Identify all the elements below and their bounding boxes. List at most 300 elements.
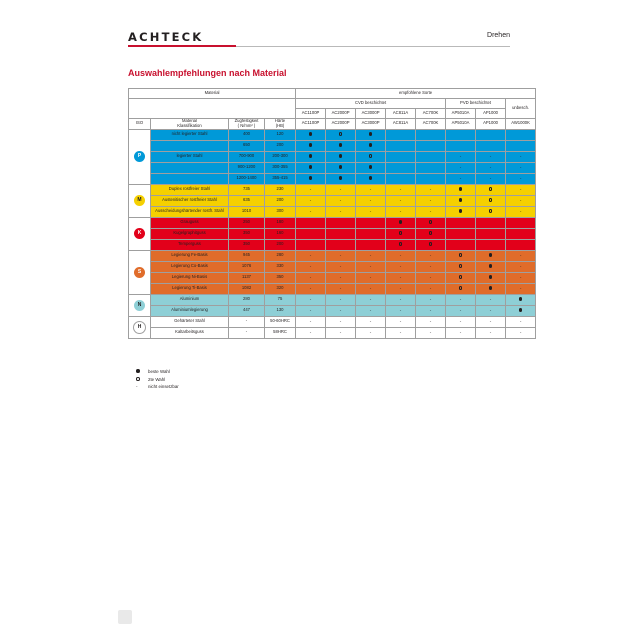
- grade-cell: [476, 272, 506, 283]
- grade-cell: [356, 140, 386, 151]
- grade-cell: [476, 294, 506, 305]
- hardness-value: 200-300: [265, 151, 296, 162]
- tensile-value: 1076: [229, 261, 265, 272]
- mark-none: -: [519, 274, 522, 280]
- grade-cell: [476, 195, 506, 206]
- grade-cell: [386, 305, 416, 316]
- grade-cell: [356, 316, 386, 327]
- mark-none: -: [369, 274, 372, 280]
- mark-none: -: [309, 329, 312, 335]
- tensile-value: 250: [229, 217, 265, 228]
- mark-second: [339, 132, 343, 136]
- grade-cell: [476, 228, 506, 239]
- grade-cell: [416, 173, 446, 184]
- header-grade-6: AP1000: [476, 109, 506, 119]
- header-grade-5: AP5010A: [446, 109, 476, 119]
- mark-none: -: [429, 263, 432, 269]
- mark-best: [309, 165, 313, 169]
- grade-cell: [506, 206, 536, 217]
- grade-cell: [326, 283, 356, 294]
- mark-none: -: [489, 307, 492, 313]
- grade-cell: [476, 206, 506, 217]
- tensile-value: 1200-1400: [229, 173, 265, 184]
- grade-cell: [296, 239, 326, 250]
- mark-none: -: [429, 285, 432, 291]
- grade-cell: [446, 195, 476, 206]
- grade-cell: [356, 151, 386, 162]
- grade-cell: [356, 173, 386, 184]
- grade-cell: [386, 206, 416, 217]
- grade-cell: [416, 228, 446, 239]
- mark-best: [339, 143, 343, 147]
- legend: [136, 368, 179, 391]
- tensile-value: 945: [229, 250, 265, 261]
- hardness-value: 200: [265, 195, 296, 206]
- mark-second: [459, 275, 463, 279]
- grade-cell: [326, 272, 356, 283]
- mark-none: -: [489, 296, 492, 302]
- mark-none: -: [459, 329, 462, 335]
- grade-cell: [326, 305, 356, 316]
- material-name: Temperguss: [151, 239, 229, 250]
- mark-best: [309, 132, 313, 136]
- mark-second: [399, 242, 403, 246]
- mark-none: -: [399, 263, 402, 269]
- mark-none: -: [369, 285, 372, 291]
- mark-none: -: [339, 318, 342, 324]
- mark-none: -: [309, 318, 312, 324]
- mark-none: -: [519, 153, 522, 159]
- material-name: Legierung Ni-Basis: [151, 272, 229, 283]
- mark-second: [459, 264, 463, 268]
- material-name: [151, 162, 229, 173]
- grade-cell: [386, 140, 416, 151]
- mark-none: -: [309, 285, 312, 291]
- table-row: [129, 283, 536, 294]
- hardness-value: 50-60HRC: [265, 316, 296, 327]
- mark-none: -: [489, 318, 492, 324]
- material-name: Gehärteter Stahl: [151, 316, 229, 327]
- grade-cell: [326, 140, 356, 151]
- mark-best: [309, 176, 313, 180]
- material-name: Ausscheidungshärtender rostfr. Stahl: [151, 206, 229, 217]
- grade-cell: [356, 272, 386, 283]
- grade-cell: [506, 140, 536, 151]
- mark-none: -: [309, 252, 312, 258]
- mark-none: -: [369, 263, 372, 269]
- mark-none: -: [399, 329, 402, 335]
- mark-none: -: [399, 197, 402, 203]
- mark-best: [519, 297, 523, 301]
- mark-none: -: [309, 197, 312, 203]
- grade-cell: [356, 239, 386, 250]
- tensile-value: -: [229, 327, 265, 338]
- grade-cell: [416, 140, 446, 151]
- grade-cell: [356, 195, 386, 206]
- grade-cell: [326, 129, 356, 140]
- mark-none: -: [309, 307, 312, 313]
- mark-none: -: [339, 263, 342, 269]
- tensile-value: 400: [229, 129, 265, 140]
- grade-cell: [356, 305, 386, 316]
- grade-cell: [326, 327, 356, 338]
- header-grade-col-6: AP1000: [476, 119, 506, 130]
- grade-cell: [506, 250, 536, 261]
- grade-cell: [506, 195, 536, 206]
- material-name: [151, 140, 229, 151]
- grade-cell: [506, 151, 536, 162]
- grade-cell: [326, 228, 356, 239]
- mark-none: -: [429, 307, 432, 313]
- mark-best: [309, 143, 313, 147]
- hardness-value: 180: [265, 217, 296, 228]
- mark-none: -: [339, 307, 342, 313]
- grade-cell: [326, 151, 356, 162]
- grade-cell: [506, 184, 536, 195]
- grade-cell: [416, 239, 446, 250]
- mark-none: -: [519, 329, 522, 335]
- grade-cell: [446, 217, 476, 228]
- iso-group-K: [129, 217, 151, 250]
- grade-cell: [476, 327, 506, 338]
- material-name: Aluminiumlegierung: [151, 305, 229, 316]
- grade-cell: [446, 162, 476, 173]
- legend-symbol: [136, 383, 148, 391]
- table-row: [129, 327, 536, 338]
- hardness-value: 75: [265, 294, 296, 305]
- grade-cell: [476, 140, 506, 151]
- mark-second: [399, 231, 403, 235]
- grade-cell: [386, 129, 416, 140]
- mark-none: -: [429, 274, 432, 280]
- grade-cell: [326, 239, 356, 250]
- grade-cell: [356, 162, 386, 173]
- material-name: Austenitischer rostfreier Stahl: [151, 195, 229, 206]
- table-row: [129, 239, 536, 250]
- tensile-value: 280: [229, 294, 265, 305]
- grade-cell: [506, 173, 536, 184]
- grade-cell: [416, 151, 446, 162]
- grade-cell: [386, 217, 416, 228]
- mark-second: [489, 198, 493, 202]
- mark-none: -: [339, 274, 342, 280]
- grade-cell: [416, 283, 446, 294]
- mark-none: -: [519, 186, 522, 192]
- grade-cell: [506, 261, 536, 272]
- grade-cell: [356, 228, 386, 239]
- mark-second: [369, 154, 373, 158]
- table-row: [129, 228, 536, 239]
- mark-second: [136, 377, 140, 381]
- grade-cell: [416, 294, 446, 305]
- mark-second: [489, 209, 493, 213]
- grade-cell: [296, 173, 326, 184]
- material-name: Duplex rostfreier Stahl: [151, 184, 229, 195]
- grade-cell: [506, 239, 536, 250]
- grade-cell: [446, 140, 476, 151]
- mark-none: -: [339, 285, 342, 291]
- grade-cell: [446, 173, 476, 184]
- grade-cell: [386, 228, 416, 239]
- grade-cell: [356, 217, 386, 228]
- grade-cell: [506, 272, 536, 283]
- mark-none: -: [519, 164, 522, 170]
- mark-none: -: [369, 296, 372, 302]
- grade-cell: [296, 195, 326, 206]
- mark-none: -: [399, 285, 402, 291]
- mark-second: [429, 231, 433, 235]
- header-grade-col-3: AC811A: [386, 119, 416, 130]
- mark-none: -: [429, 318, 432, 324]
- header-grade-col-1: AC2000P: [326, 119, 356, 130]
- grade-cell: [506, 283, 536, 294]
- iso-group-P: [129, 129, 151, 184]
- mark-none: -: [339, 252, 342, 258]
- tensile-value: 635: [229, 195, 265, 206]
- grade-cell: [326, 316, 356, 327]
- grade-cell: [356, 283, 386, 294]
- mark-best: [459, 198, 463, 202]
- mark-best: [136, 369, 140, 373]
- grade-cell: [446, 305, 476, 316]
- tensile-value: 900-1200: [229, 162, 265, 173]
- material-name: Grauguss: [151, 217, 229, 228]
- grade-cell: [296, 162, 326, 173]
- grade-cell: [476, 239, 506, 250]
- grade-cell: [476, 129, 506, 140]
- mark-none: -: [339, 208, 342, 214]
- header-hardness: Härte (HB): [265, 119, 296, 130]
- mark-none: -: [339, 186, 342, 192]
- grade-cell: [356, 184, 386, 195]
- table-row: [129, 162, 536, 173]
- material-name: Kugelgraphitguss: [151, 228, 229, 239]
- hardness-value: 350: [265, 272, 296, 283]
- hardness-value: 130: [265, 305, 296, 316]
- mark-best: [459, 187, 463, 191]
- mark-best: [369, 132, 373, 136]
- grade-cell: [446, 250, 476, 261]
- selection-matrix: [128, 88, 530, 339]
- mark-none: -: [519, 318, 522, 324]
- hardness-value: 280: [265, 250, 296, 261]
- grade-cell: [506, 294, 536, 305]
- header-grade-2: AC3000P: [356, 109, 386, 119]
- header-pvd: PVD beschichtet: [446, 99, 506, 109]
- material-name: nicht legierter Stahl: [151, 129, 229, 140]
- legend-item: [136, 376, 179, 384]
- material-name: [151, 173, 229, 184]
- hardness-value: 230: [265, 184, 296, 195]
- mark-none: -: [136, 384, 138, 390]
- mark-none: -: [339, 296, 342, 302]
- grade-cell: [356, 129, 386, 140]
- grade-cell: [476, 305, 506, 316]
- grade-cell: [506, 327, 536, 338]
- table-row: [129, 294, 536, 305]
- mark-none: -: [369, 318, 372, 324]
- grade-cell: [386, 294, 416, 305]
- grade-cell: [386, 239, 416, 250]
- mark-none: -: [519, 197, 522, 203]
- mark-none: -: [369, 197, 372, 203]
- hardness-value: 58HRC: [265, 327, 296, 338]
- tensile-value: 700-900: [229, 151, 265, 162]
- grade-cell: [386, 283, 416, 294]
- grade-cell: [446, 228, 476, 239]
- tensile-value: 735: [229, 184, 265, 195]
- grade-cell: [476, 316, 506, 327]
- mark-none: -: [519, 208, 522, 214]
- table-row: [129, 173, 536, 184]
- legend-symbol: [136, 368, 148, 376]
- tensile-value: 1010: [229, 206, 265, 217]
- grade-cell: [506, 316, 536, 327]
- mark-best: [489, 264, 493, 268]
- grade-cell: [326, 261, 356, 272]
- grade-cell: [296, 140, 326, 151]
- material-name: Legierung Co-Basis: [151, 261, 229, 272]
- grade-cell: [416, 327, 446, 338]
- grade-cell: [386, 184, 416, 195]
- mark-none: -: [399, 296, 402, 302]
- grade-cell: [416, 316, 446, 327]
- table-row: [129, 305, 536, 316]
- hardness-value: 355-415: [265, 173, 296, 184]
- iso-badge: H: [133, 321, 146, 334]
- grade-cell: [416, 129, 446, 140]
- material-name: Kaltarbeitsguss: [151, 327, 229, 338]
- mark-best: [339, 176, 343, 180]
- mark-best: [489, 275, 493, 279]
- grade-cell: [296, 294, 326, 305]
- mark-none: -: [459, 153, 462, 159]
- header-grade-col-7: AW1000K: [506, 119, 536, 130]
- grade-cell: [386, 250, 416, 261]
- grade-cell: [446, 129, 476, 140]
- iso-group-M: [129, 184, 151, 217]
- mark-second: [459, 253, 463, 257]
- hardness-value: 160: [265, 228, 296, 239]
- grade-cell: [296, 316, 326, 327]
- mark-none: -: [339, 329, 342, 335]
- material-name: Legierung Fe-Basis: [151, 250, 229, 261]
- iso-badge: S: [134, 267, 145, 278]
- mark-best: [369, 143, 373, 147]
- mark-none: -: [369, 208, 372, 214]
- mark-best: [519, 308, 523, 312]
- grade-cell: [506, 228, 536, 239]
- grade-cell: [386, 261, 416, 272]
- hardness-value: 320: [265, 283, 296, 294]
- mark-none: -: [489, 175, 492, 181]
- page-header: [128, 30, 510, 52]
- tensile-value: 350: [229, 228, 265, 239]
- hardness-value: 120: [265, 129, 296, 140]
- table-row: [129, 217, 536, 228]
- header-tensile: Zugfestigkeit ( N/mm² ): [229, 119, 265, 130]
- grade-cell: [446, 206, 476, 217]
- mark-none: -: [519, 175, 522, 181]
- grade-cell: [476, 261, 506, 272]
- mark-none: -: [489, 153, 492, 159]
- mark-none: -: [519, 252, 522, 258]
- grade-cell: [476, 250, 506, 261]
- grade-cell: [506, 305, 536, 316]
- mark-none: -: [429, 186, 432, 192]
- mark-none: -: [519, 263, 522, 269]
- header-grade-0: AC1100P: [296, 109, 326, 119]
- mark-none: -: [369, 186, 372, 192]
- grade-cell: [326, 162, 356, 173]
- grade-cell: [296, 272, 326, 283]
- grade-cell: [356, 261, 386, 272]
- mark-none: -: [399, 307, 402, 313]
- grade-cell: [386, 195, 416, 206]
- grade-cell: [326, 250, 356, 261]
- grade-cell: [446, 283, 476, 294]
- table-row: [129, 206, 536, 217]
- grade-cell: [356, 294, 386, 305]
- mark-none: -: [429, 296, 432, 302]
- footer-watermark: [118, 610, 132, 624]
- grade-cell: [446, 272, 476, 283]
- tensile-value: 1082: [229, 283, 265, 294]
- grade-cell: [446, 151, 476, 162]
- mark-none: -: [309, 186, 312, 192]
- mark-none: -: [429, 252, 432, 258]
- table-row: [129, 129, 536, 140]
- legend-label: nicht einsetzbar: [148, 384, 179, 390]
- header-grade-col-4: AC700K: [416, 119, 446, 130]
- tensile-value: -: [229, 316, 265, 327]
- grade-cell: [326, 173, 356, 184]
- grade-cell: [386, 173, 416, 184]
- mark-best: [489, 286, 493, 290]
- mark-second: [429, 242, 433, 246]
- mark-best: [309, 154, 313, 158]
- grade-cell: [296, 206, 326, 217]
- mark-best: [369, 165, 373, 169]
- grade-cell: [356, 206, 386, 217]
- grade-cell: [296, 217, 326, 228]
- legend-item: [136, 368, 179, 376]
- header-grades-group: empfohlene Sorte: [296, 89, 536, 99]
- legend-symbol: [136, 376, 148, 384]
- page-title: Auswahlempfehlungen nach Material: [128, 68, 287, 78]
- mark-none: -: [339, 197, 342, 203]
- mark-none: -: [399, 318, 402, 324]
- grade-cell: [506, 162, 536, 173]
- grade-cell: [326, 217, 356, 228]
- mark-none: -: [429, 197, 432, 203]
- grade-cell: [476, 162, 506, 173]
- iso-badge: M: [134, 195, 145, 206]
- mark-none: -: [459, 296, 462, 302]
- grade-cell: [446, 316, 476, 327]
- grade-cell: [446, 239, 476, 250]
- mark-best: [459, 209, 463, 213]
- mark-second: [489, 187, 493, 191]
- grade-cell: [416, 162, 446, 173]
- grade-cell: [416, 217, 446, 228]
- grade-cell: [386, 151, 416, 162]
- header-grade-col-0: AC1100P: [296, 119, 326, 130]
- grade-cell: [326, 184, 356, 195]
- mark-none: -: [399, 186, 402, 192]
- grade-cell: [296, 129, 326, 140]
- mark-none: -: [399, 274, 402, 280]
